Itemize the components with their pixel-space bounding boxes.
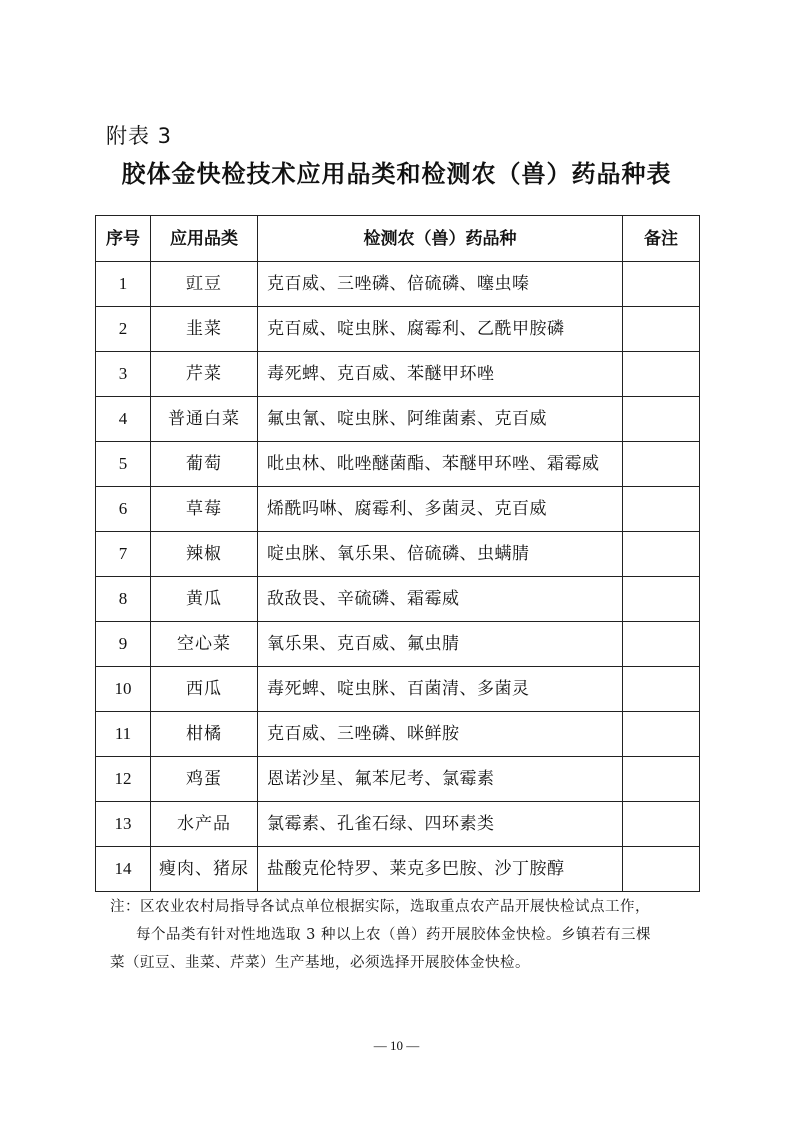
row-number: 8 bbox=[96, 577, 151, 622]
footnote bbox=[110, 893, 700, 977]
row-remark bbox=[623, 622, 700, 667]
row-drugs: 克百威、三唑磷、咪鲜胺 bbox=[258, 712, 623, 757]
row-number: 12 bbox=[96, 757, 151, 802]
row-drugs: 克百威、啶虫脒、腐霉利、乙酰甲胺磷 bbox=[258, 307, 623, 352]
row-number: 10 bbox=[96, 667, 151, 712]
table-row bbox=[96, 487, 700, 532]
appendix-label: 附表 3 bbox=[106, 124, 173, 148]
row-drugs: 毒死蜱、克百威、苯醚甲环唑 bbox=[258, 352, 623, 397]
header-drugs: 检测农（兽）药品种 bbox=[258, 216, 623, 262]
table-row bbox=[96, 397, 700, 442]
table-row bbox=[96, 577, 700, 622]
table-body bbox=[96, 262, 700, 892]
table-row bbox=[96, 712, 700, 757]
table-row bbox=[96, 622, 700, 667]
row-category: 鸡蛋 bbox=[151, 757, 258, 802]
table-row bbox=[96, 352, 700, 397]
footnote-line-2: 每个品类有针对性地选取 3 种以上农（兽）药开展胶体金快检。乡镇若有三棵 bbox=[136, 927, 651, 943]
row-number: 4 bbox=[96, 397, 151, 442]
row-drugs: 敌敌畏、辛硫磷、霜霉威 bbox=[258, 577, 623, 622]
row-category: 瘦肉、猪尿 bbox=[151, 847, 258, 892]
row-category: 豇豆 bbox=[151, 262, 258, 307]
row-drugs: 烯酰吗啉、腐霉利、多菌灵、克百威 bbox=[258, 487, 623, 532]
pesticide-table bbox=[95, 215, 700, 892]
header-category: 应用品类 bbox=[151, 216, 258, 262]
table-row bbox=[96, 667, 700, 712]
table-row bbox=[96, 847, 700, 892]
row-category: 辣椒 bbox=[151, 532, 258, 577]
row-number: 2 bbox=[96, 307, 151, 352]
table-header-row bbox=[96, 216, 700, 262]
row-drugs: 氟虫氰、啶虫脒、阿维菌素、克百威 bbox=[258, 397, 623, 442]
row-remark bbox=[623, 352, 700, 397]
row-remark bbox=[623, 847, 700, 892]
row-category: 柑橘 bbox=[151, 712, 258, 757]
row-number: 14 bbox=[96, 847, 151, 892]
row-number: 11 bbox=[96, 712, 151, 757]
row-category: 芹菜 bbox=[151, 352, 258, 397]
row-drugs: 氧乐果、克百威、氟虫腈 bbox=[258, 622, 623, 667]
row-remark bbox=[623, 667, 700, 712]
row-number: 7 bbox=[96, 532, 151, 577]
row-drugs: 吡虫林、吡唑醚菌酯、苯醚甲环唑、霜霉威 bbox=[258, 442, 623, 487]
row-category: 黄瓜 bbox=[151, 577, 258, 622]
table-row bbox=[96, 262, 700, 307]
row-category: 西瓜 bbox=[151, 667, 258, 712]
row-drugs: 盐酸克伦特罗、莱克多巴胺、沙丁胺醇 bbox=[258, 847, 623, 892]
row-category: 水产品 bbox=[151, 802, 258, 847]
row-drugs: 恩诺沙星、氟苯尼考、氯霉素 bbox=[258, 757, 623, 802]
row-category: 草莓 bbox=[151, 487, 258, 532]
row-drugs: 毒死蜱、啶虫脒、百菌清、多菌灵 bbox=[258, 667, 623, 712]
table-row bbox=[96, 532, 700, 577]
row-number: 5 bbox=[96, 442, 151, 487]
row-number: 3 bbox=[96, 352, 151, 397]
table-row bbox=[96, 802, 700, 847]
row-number: 6 bbox=[96, 487, 151, 532]
row-remark bbox=[623, 577, 700, 622]
row-number: 13 bbox=[96, 802, 151, 847]
table-row bbox=[96, 442, 700, 487]
row-remark bbox=[623, 712, 700, 757]
document-title: 胶体金快检技术应用品类和检测农（兽）药品种表 bbox=[121, 160, 672, 188]
row-remark bbox=[623, 802, 700, 847]
header-num: 序号 bbox=[96, 216, 151, 262]
row-drugs: 氯霉素、孔雀石绿、四环素类 bbox=[258, 802, 623, 847]
table-row bbox=[96, 307, 700, 352]
footnote-line-3: 菜（豇豆、韭菜、芹菜）生产基地，必须选择开展胶体金快检。 bbox=[110, 955, 530, 971]
row-remark bbox=[623, 757, 700, 802]
row-remark bbox=[623, 397, 700, 442]
header-remark: 备注 bbox=[623, 216, 700, 262]
row-remark bbox=[623, 307, 700, 352]
table-row bbox=[96, 757, 700, 802]
row-remark bbox=[623, 262, 700, 307]
row-category: 普通白菜 bbox=[151, 397, 258, 442]
row-remark bbox=[623, 487, 700, 532]
row-category: 韭菜 bbox=[151, 307, 258, 352]
row-number: 1 bbox=[96, 262, 151, 307]
row-remark bbox=[623, 532, 700, 577]
row-category: 空心菜 bbox=[151, 622, 258, 667]
page-number: — 10 — bbox=[373, 1038, 420, 1053]
row-number: 9 bbox=[96, 622, 151, 667]
row-remark bbox=[623, 442, 700, 487]
row-category: 葡萄 bbox=[151, 442, 258, 487]
footnote-line-1: 注：区农业农村局指导各试点单位根据实际，选取重点农产品开展快检试点工作， bbox=[110, 899, 650, 915]
row-drugs: 啶虫脒、氧乐果、倍硫磷、虫螨腈 bbox=[258, 532, 623, 577]
row-drugs: 克百威、三唑磷、倍硫磷、噻虫嗪 bbox=[258, 262, 623, 307]
